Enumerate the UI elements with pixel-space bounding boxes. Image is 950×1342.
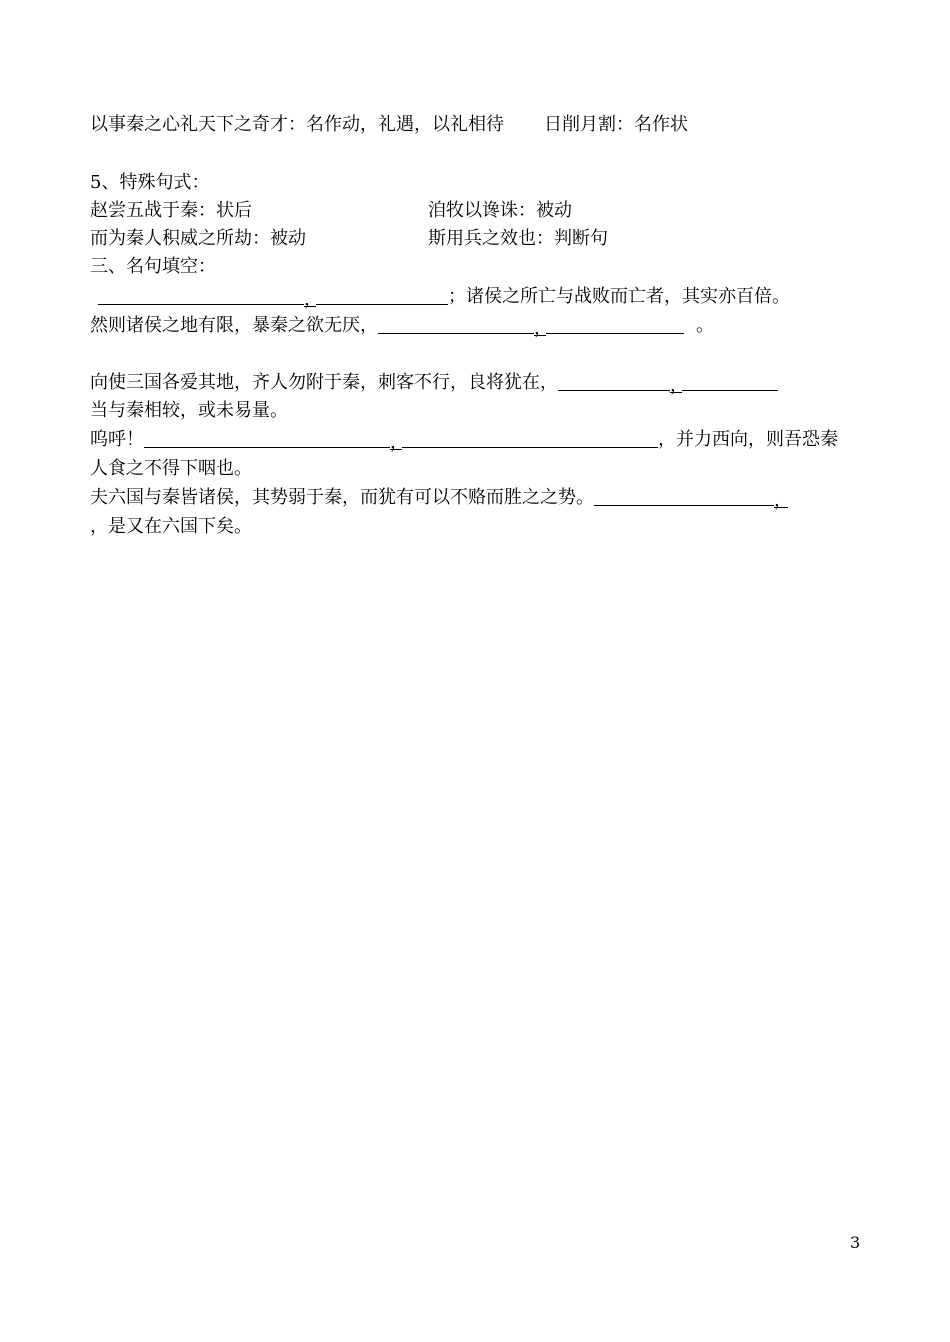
fill-blank-4b[interactable] [402, 429, 658, 448]
fill-blank-2a[interactable] [378, 315, 534, 334]
fill-question-3-head: 向使三国各爱其地，齐人勿附于秦，刺客不行，良将犹在， [90, 372, 558, 393]
section5-row-1-right: 洎牧以谗诛：被动 [428, 200, 572, 221]
fill-blank-5a[interactable] [594, 487, 774, 506]
fill-question-3 [90, 371, 778, 395]
fill-blank-1a[interactable] [98, 286, 304, 305]
fill-blank-2a-comma: ， [534, 318, 552, 339]
fill-blank-1b[interactable] [316, 286, 448, 305]
section4-line [90, 113, 688, 137]
fill-question-4-continuation: 人食之不得下咽也。 [90, 458, 252, 479]
section5-row-2-right: 斯用兵之效也：判断句 [428, 228, 608, 249]
section3-heading: 三、名句填空： [90, 256, 216, 277]
fill-blank-2b[interactable] [546, 315, 684, 334]
fill-blank-3b[interactable] [682, 372, 778, 391]
fill-question-4 [90, 428, 838, 452]
fill-question-4-head: 呜呼！ [90, 429, 144, 450]
fill-question-4-tail: ，并力西向，则吾恐秦 [658, 429, 838, 450]
fill-blank-4a-comma: ， [390, 432, 408, 453]
fill-question-5 [90, 486, 792, 511]
section4-item-a: 以事秦之心礼天下之奇才：名作动，礼遇，以礼相待 [90, 114, 504, 135]
fill-question-1 [98, 285, 790, 309]
fill-question-2-tail: 。 [696, 315, 714, 336]
section5-heading: 5、特殊句式： [90, 172, 210, 193]
fill-question-5-head: 夫六国与秦皆诸侯，其势弱于秦，而犹有可以不赂而胜之之势。 [90, 487, 594, 508]
page-number: 3 [850, 1233, 861, 1252]
fill-blank-4a[interactable] [144, 429, 390, 448]
fill-question-2 [90, 314, 714, 338]
fill-question-3-continuation: 当与秦相较，或未易量。 [90, 400, 288, 421]
fill-blank-3a-comma: ， [670, 375, 688, 396]
fill-blank-1a-comma: ， [304, 289, 322, 310]
section5-row-1 [90, 199, 870, 223]
fill-question-1-tail: ；诸侯之所亡与战败而亡者，其实亦百倍。 [448, 286, 790, 307]
fill-question-2-head: 然则诸侯之地有限，暴秦之欲无厌， [90, 315, 378, 336]
fill-question-5-continuation: ，是又在六国下矣。 [90, 516, 252, 537]
fill-blank-5a-comma: ， [774, 490, 792, 511]
section5-row-1-left: 赵尝五战于秦：状后 [90, 200, 252, 221]
section5-row-2 [90, 227, 870, 251]
section5-row-2-left: 而为秦人积威之所劫：被动 [90, 228, 306, 249]
fill-blank-3a[interactable] [558, 372, 670, 391]
section4-item-b: 日削月割：名作状 [544, 114, 688, 135]
